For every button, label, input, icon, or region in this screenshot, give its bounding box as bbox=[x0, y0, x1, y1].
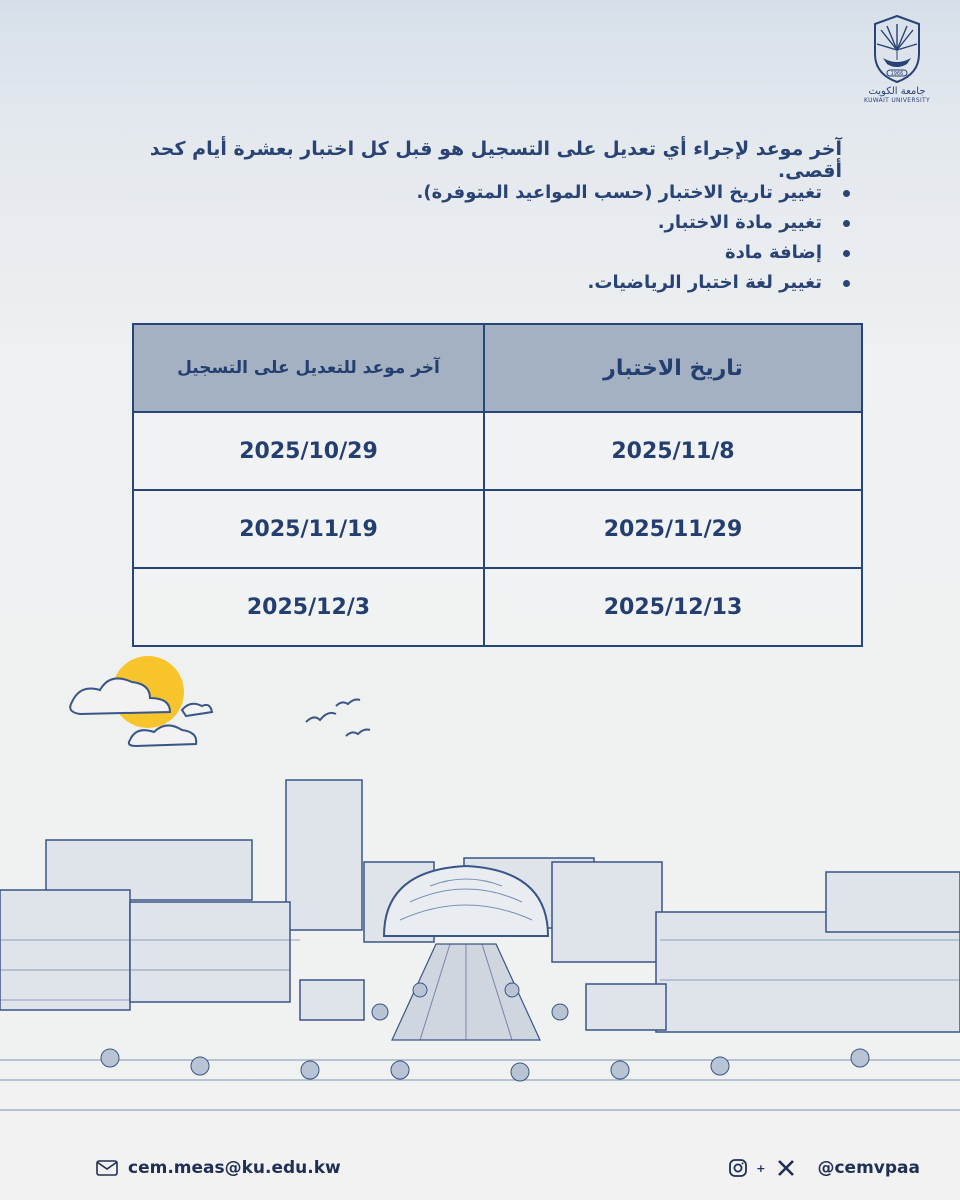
table-row bbox=[133, 412, 862, 490]
logo-english-name: KUWAIT UNIVERSITY bbox=[864, 97, 930, 104]
table-row bbox=[133, 568, 862, 646]
list-item bbox=[350, 178, 850, 208]
bullet-icon bbox=[843, 250, 850, 257]
cloud-icon bbox=[70, 678, 212, 746]
bullet-icon bbox=[843, 190, 850, 197]
x-twitter-icon[interactable] bbox=[777, 1159, 795, 1177]
deadline-intro-text: آخر موعد لإجراء أي تعديل على التسجيل هو قبل كل اختبار بعشرة أيام كحد أقصى. bbox=[149, 138, 842, 182]
list-item bbox=[350, 238, 850, 268]
exam-date-cell: 2025/11/29 bbox=[484, 490, 862, 568]
footer bbox=[0, 1150, 960, 1190]
table-header-row bbox=[133, 324, 862, 412]
list-item-text: تغيير مادة الاختبار. bbox=[657, 212, 822, 233]
birds-icon bbox=[306, 700, 370, 737]
bullet-icon bbox=[843, 280, 850, 287]
exam-date-cell: 2025/12/13 bbox=[484, 568, 862, 646]
deadline-cell: 2025/12/3 bbox=[133, 568, 484, 646]
header-modification-deadline: آخر موعد للتعديل على التسجيل bbox=[133, 324, 484, 412]
header-exam-date: تاريخ الاختبار bbox=[484, 324, 862, 412]
exam-date-cell: 2025/11/8 bbox=[484, 412, 862, 490]
dates-table bbox=[132, 323, 863, 647]
list-item-text: تغيير لغة اختبار الرياضيات. bbox=[587, 272, 822, 293]
deadline-cell: 2025/11/19 bbox=[133, 490, 484, 568]
email-contact[interactable] bbox=[96, 1158, 341, 1178]
university-emblem-icon bbox=[869, 14, 925, 84]
list-item bbox=[350, 208, 850, 238]
table-row bbox=[133, 490, 862, 568]
list-item bbox=[350, 268, 850, 298]
campus-sketch-illustration bbox=[0, 640, 960, 1160]
list-item-text: إضافة مادة bbox=[724, 242, 822, 263]
logo-arabic-name: جامعة الكويت bbox=[868, 86, 926, 97]
plus-separator: + bbox=[756, 1161, 766, 1175]
social-handles bbox=[728, 1158, 920, 1178]
instagram-icon[interactable] bbox=[728, 1158, 748, 1178]
kuwait-university-logo bbox=[862, 14, 932, 104]
list-item-text: تغيير تاريخ الاختبار (حسب المواعيد المتوفرة). bbox=[416, 182, 822, 203]
bullet-icon bbox=[843, 220, 850, 227]
mail-icon bbox=[96, 1160, 118, 1176]
change-options-list bbox=[350, 178, 850, 298]
social-handle[interactable]: @cemvpaa bbox=[817, 1158, 920, 1178]
logo-year: 1966 bbox=[890, 71, 904, 77]
deadline-cell: 2025/10/29 bbox=[133, 412, 484, 490]
email-address[interactable]: cem.meas@ku.edu.kw bbox=[128, 1158, 341, 1178]
